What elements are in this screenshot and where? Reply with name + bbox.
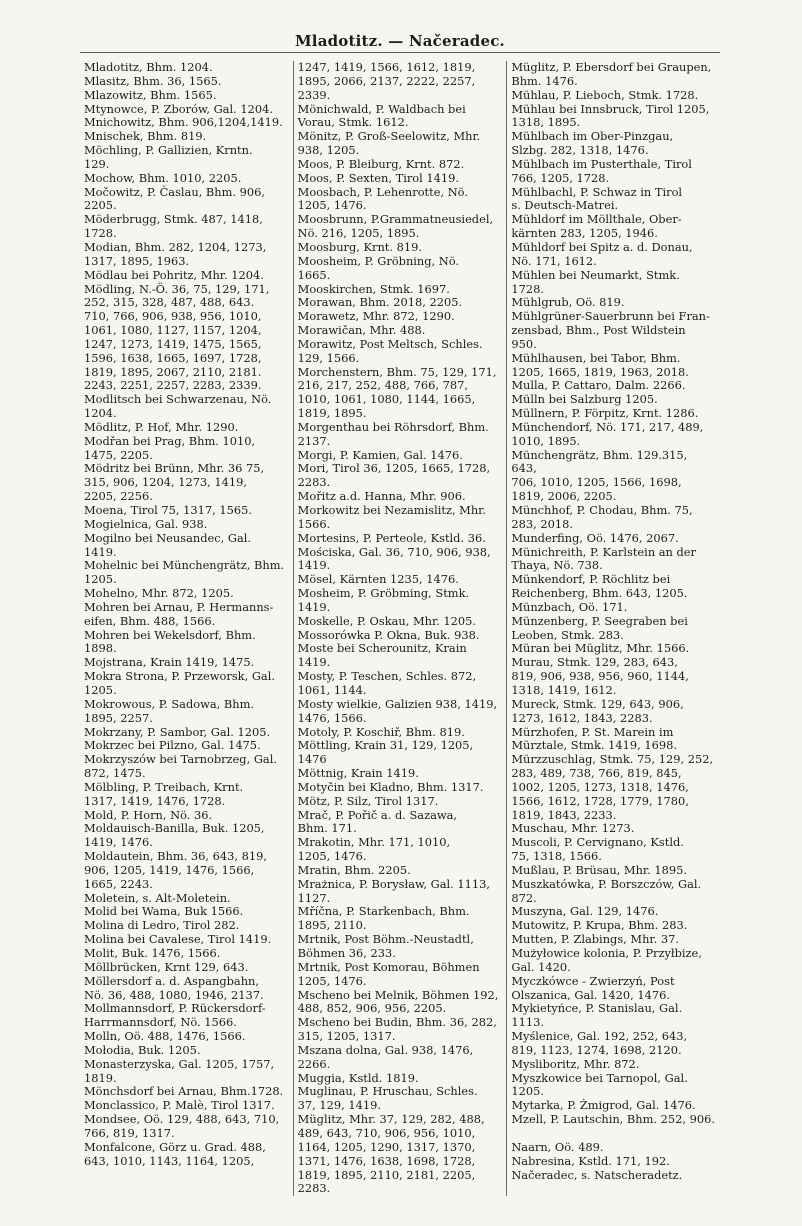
directory-entry: Mühlgrüner-Sauerbrunn bei Fran- zensbad, Bhm., Post Wildstein 950. — [511, 309, 710, 351]
directory-entry: Moos, P. Sexten, Tirol 1419. — [297, 170, 460, 185]
directory-entry: Müglitz, Mhr. 37, 129, 282, 488, 489, 643, 710, 906, 956, 1010, 1164, 1205, 1290, 1317, 1370, 1371, 1476, 1638, 1698, 1728, 1819, 1895, 2110, 2181, 2205, 2283. — [297, 1112, 485, 1196]
directory-entry: Mrtnik, Post Böhm.-Neustadtl, Böhmen 36, 233. — [297, 932, 474, 960]
directory-entry: Mödling, N.-Ö. 36, 75, 129, 171, 252, 315, 328, 487, 488, 643. 710, 766, 906, 938, 956, 1010, 1061, 1080, 1127, 1157, 1204, 1247, 1273, 1419, 1475, 1565, 1596, 1638, 1665, 1697, 1728, 1819, 1895, 2067, 2110, 2181. 2243, 2251, 2257, 2283, 2339. — [84, 281, 270, 393]
directory-entry: Molit, Buk. 1476, 1566. — [84, 946, 221, 960]
directory-entry: Muschau, Mhr. 1273. — [511, 821, 635, 836]
directory-entry: Mülln bei Salzburg 1205. — [511, 392, 658, 407]
directory-entry: Mödlau bei Pohritz, Mhr. 1204. — [84, 267, 264, 282]
directory-entry: Myślenice, Gal. 192, 252, 643, 819, 1123, 1274, 1698, 2120. — [511, 1029, 688, 1057]
directory-entry: Mykietyńce, P. Stanislau, Gal. 1113. — [511, 1001, 683, 1030]
directory-entry: Moletein, s. Alt-Moletein. — [84, 890, 231, 905]
directory-entry: Munderfing, Oö. 1476, 2067. — [511, 530, 679, 545]
directory-entry: Mossorówka P. Okna, Buk. 938. — [297, 627, 480, 642]
directory-entry: Mohren bei Wekelsdorf, Bhm. 1898. — [84, 627, 256, 656]
directory-entry: Möllbrücken, Krnt 129, 643. — [84, 959, 249, 974]
directory-entry: Moos, P. Bleiburg, Krnt. 872. — [297, 156, 465, 171]
directory-entry: Mulla, P. Cattaro, Dalm. 2266. — [511, 378, 686, 393]
directory-entry: Mühldorf im Möllthale, Ober- kärnten 283, 1205, 1946. — [511, 212, 682, 241]
directory-entry: Modian, Bhm. 282, 1204, 1273, 1317, 1895, 1963. — [84, 239, 267, 268]
directory-entry: Molid bei Wama, Buk 1566. — [84, 904, 244, 919]
directory-entry: Mnichowitz, Bhm. 906,1204,1419. — [84, 115, 283, 130]
directory-entry: Morchenstern, Bhm. 75, 129, 171, 216, 217, 252, 488, 766, 787, 1010, 1061, 1080, 1144, 1665, 1819, 1895. — [297, 364, 497, 421]
directory-entry: Mříčna, P. Starkenbach, Bhm. 1895, 2110. — [297, 904, 470, 933]
directory-entry: Morkowitz bei Nezamislitz, Mhr. 1566. — [297, 503, 486, 531]
directory-entry: Möttnig, Krain 1419. — [297, 766, 419, 781]
directory-entry: Močowitz, P. Časlau, Bhm. 906, 2205. — [84, 184, 266, 213]
directory-entry: Nabresina, Kstld. 171, 192. — [511, 1153, 670, 1168]
directory-entry: Mosty wielkie, Galizien 938, 1419, 1476, 1566. — [297, 696, 498, 725]
directory-entry: Mori, Tirol 36, 1205, 1665, 1728, 2283. — [297, 461, 491, 490]
directory-entry: Muszyna, Gal. 129, 1476. — [511, 904, 659, 919]
directory-entry: Mrażnica, P. Borysław, Gal. 1113, 1127. — [297, 876, 491, 905]
directory-entry: Mzell, P. Lautschin, Bhm. 252, 906. — [511, 1112, 716, 1127]
directory-entry: Mönitz, P. Groß-Seelowitz, Mhr. 938, 1205. — [297, 129, 481, 158]
directory-entry: Myszkowice bei Tarnopol, Gal. 1205. — [511, 1070, 688, 1099]
directory-entry: Myczkówce - Zwierzyń, Post Olszanica, Gal. 1420, 1476. — [511, 973, 675, 1002]
directory-entry: Monfalcone, Görz u. Grad. 488, 643, 1010, 1143, 1164, 1205, — [84, 1139, 266, 1168]
directory-entry: Mohelno, Mhr. 872, 1205. — [84, 586, 234, 601]
directory-entry: Muggia, Kstld. 1819. — [297, 1070, 419, 1085]
directory-entry: Morgi, P. Kamien, Gal. 1476. — [297, 447, 463, 462]
directory-entry: Mořitz a.d. Hanna, Mhr. 906. — [297, 489, 466, 504]
directory-entry: Mutten, P. Zlabings, Mhr. 37. — [511, 932, 679, 947]
directory-entry: Moosburg, Krnt. 819. — [297, 239, 422, 254]
directory-entry: Moosbach, P. Lehenrotte, Nö. 1205, 1476. — [297, 184, 468, 213]
directory-entry: Möttling, Krain 31, 129, 1205, 1476 — [297, 738, 474, 767]
directory-entry: Mooskirchen, Stmk. 1697. — [297, 281, 450, 296]
directory-entry: Mrakotin, Mhr. 171, 1010, 1205, 1476. — [297, 835, 451, 864]
directory-entry: Mühlau bei Innsbruck, Tirol 1205, 1318, 1895. — [511, 101, 710, 130]
directory-entry: Motyčin bei Kladno, Bhm. 1317. — [297, 779, 484, 794]
column-left — [80, 61, 293, 1196]
directory-entry: Mönichwald, P. Waldbach bei Vorau, Stmk. 1612. — [297, 101, 466, 130]
directory-entry: Mladotitz, Bhm. 1204. — [84, 60, 213, 74]
directory-entry: Muscoli, P. Cervignano, Kstld. 75, 1318, 1566. — [511, 835, 684, 864]
directory-entry: Mürzhofen, P. St. Marein im Mürztale, Stmk. 1419, 1698. — [511, 724, 677, 753]
directory-entry: Murau, Stmk. 129, 283, 643, 819, 906, 938, 956, 960, 1144, 1318, 1419, 1612. — [511, 655, 689, 697]
column-middle — [293, 61, 507, 1196]
directory-entry: Monclassico, P. Malè, Tirol 1317. — [84, 1098, 275, 1113]
directory-entry: Moosheim, P. Gröbning, Nö. 1665. — [297, 253, 460, 282]
directory-entry: Mosty, P. Teschen, Schles. 872, 1061, 1144. — [297, 669, 477, 697]
directory-entry: Münichreith, P. Karlstein an der Thaya, Nö. 738. — [511, 544, 696, 573]
directory-entry: Morawetz, Mhr. 872, 1290. — [297, 309, 455, 324]
directory-entry: Modlitsch bei Schwarzenau, Nö. 1204. — [84, 392, 272, 421]
directory-entry: Möllersdorf a. d. Aspangbahn, Nö. 36, 488, 1080, 1946, 2137. — [84, 973, 264, 1002]
directory-entry: Moosbrunn, P.Grammatneusiedel, Nö. 216, 1205, 1895. — [297, 212, 494, 241]
directory-entry: Mscheno bei Budin, Bhm. 36, 282, 315, 1205, 1317. — [297, 1015, 497, 1044]
directory-entry: Mühlbachl, P. Schwaz in Tirol s. Deutsch-Matrei. — [511, 184, 683, 213]
directory-entry: Mogilno bei Neusandec, Gal. 1419. — [84, 530, 252, 559]
directory-entry: Mühlbach im Pusterthale, Tirol 766, 1205, 1728. — [511, 156, 692, 185]
directory-entry — [511, 1127, 716, 1141]
directory-entry: Münzbach, Oö. 171. — [511, 599, 628, 614]
directory-entry: Morawitz, Post Meltsch, Schles. 129, 1566. — [297, 336, 483, 365]
directory-entry: Mojstrana, Krain 1419, 1475. — [84, 655, 255, 670]
directory-entry: Mühlen bei Neumarkt, Stmk. 1728. — [511, 267, 680, 296]
directory-entry: Mogielnica, Gal. 938. — [84, 516, 208, 531]
directory-entry: Moena, Tirol 75, 1317, 1565. — [84, 503, 253, 517]
directory-entry: Mühlgrub, Oö. 819. — [511, 295, 625, 310]
directory-entry: Mszana dolna, Gal. 938, 1476, 2266. — [297, 1042, 474, 1071]
directory-entry: Mochow, Bhm. 1010, 2205. — [84, 170, 242, 185]
directory-entry: Mühlbach im Ober-Pinzgau, Slzbg. 282, 1318, 1476. — [511, 129, 674, 158]
directory-entry: Mużyłowice kolonia, P. Przyłbize, Gal. 1420. — [511, 946, 702, 974]
directory-entry: Mratin, Bhm. 2205. — [297, 862, 411, 877]
directory-entry: Mönchsdorf bei Arnau, Bhm.1728. — [84, 1084, 284, 1099]
directory-entry: Mokra Strona, P. Przeworsk, Gal. 1205. — [84, 669, 275, 697]
directory-entry: Möchling, P. Gallizien, Krntn. 129. — [84, 143, 253, 171]
directory-entry: Mondsee, Oö. 129, 488, 643, 710, 766, 819, 1317. — [84, 1112, 280, 1140]
directory-entry: Mlazowitz, Bhm. 1565. — [84, 87, 217, 102]
directory-entry: Muglinau, P. Hruschau, Schles. 37, 129, 1419. — [297, 1084, 478, 1113]
directory-entry: Mösel, Kärnten 1235, 1476. — [297, 572, 459, 587]
directory-entry: Mollmannsdorf, P. Rückersdorf- Harrmannsdorf, Nö. 1566. — [84, 1001, 266, 1030]
directory-entry: Mościska, Gal. 36, 710, 906, 938, 1419. — [297, 544, 491, 573]
directory-entry: Morgenthau bei Röhrsdorf, Bhm. 2137. — [297, 419, 489, 448]
directory-entry: Načeradec, s. Natscheradetz. — [511, 1167, 683, 1182]
directory-entry: Morawan, Bhm. 2018, 2205. — [297, 295, 463, 310]
directory-entry: Modřan bei Prag, Bhm. 1010, 1475, 2205. — [84, 433, 256, 462]
directory-entry: Mrtnik, Post Komorau, Böhmen 1205, 1476. — [297, 959, 480, 988]
directory-entry: Motoly, P. Koschiř, Bhm. 819. — [297, 724, 465, 739]
directory-entry: Mühlau, P. Lieboch, Stmk. 1728. — [511, 87, 699, 102]
directory-entry: Morawičan, Mhr. 488. — [297, 323, 426, 338]
directory-entry: Mołodia, Buk. 1205. — [84, 1042, 201, 1057]
directory-entry: Molln, Oö. 488, 1476, 1566. — [84, 1029, 246, 1044]
directory-entry: Mold, P. Horn, Nö. 36. — [84, 807, 213, 822]
column-right — [506, 61, 720, 1196]
directory-entry: Mokrowous, P. Sadowa, Bhm. 1895, 2257. — [84, 696, 255, 725]
page-header: Mladotitz. — Načeradec. — [80, 30, 720, 53]
directory-entry: Mscheno bei Melnik, Böhmen 192, 488, 852, 906, 956, 2205. — [297, 987, 499, 1016]
directory-entry: Müran bei Müglitz, Mhr. 1566. — [511, 641, 690, 656]
directory-entry: Moskelle, P. Oskau, Mhr. 1205. — [297, 613, 477, 628]
directory-entry: Muszkatówka, P. Borszczów, Gal. 872. — [511, 876, 702, 905]
directory-entry: Münchhof, P. Chodau, Bhm. 75, 283, 2018. — [511, 503, 693, 531]
directory-entry: Mödritz bei Brünn, Mhr. 36 75, 315, 906, 1204, 1273, 1419, 2205, 2256. — [84, 461, 265, 504]
directory-entry: Moldautein, Bhm. 36, 643, 819, 906, 1205, 1419, 1476, 1566, 1665, 2243. — [84, 849, 267, 891]
directory-entry: Möderbrugg, Stmk. 487, 1418, 1728. — [84, 212, 263, 241]
directory-entry: Mölbling, P. Treibach, Krnt. 1317, 1419, 1476, 1728. — [84, 779, 244, 808]
directory-entry: Mnischek, Bhm. 819. — [84, 129, 207, 144]
directory-entry: Müllnern, P. Förpitz, Krnt. 1286. — [511, 406, 699, 421]
directory-entry: Monasterzyska, Gal. 1205, 1757, 1819. — [84, 1056, 275, 1085]
directory-entry: Mrač, P. Pořič a. d. Sazawa, Bhm. 171. — [297, 807, 458, 836]
directory-entry: Mühlhausen, bei Tabor, Bhm. 1205, 1665, 1819, 1963, 2018. — [511, 350, 689, 379]
directory-entry: Mytarka, P. Żmigrod, Gal. 1476. — [511, 1098, 696, 1113]
directory-entry: Münchengrätz, Bhm. 129.315, 643, 706, 1010, 1205, 1566, 1698, 1819, 2006, 2205. — [511, 447, 688, 504]
directory-entry: Mötz, P. Silz, Tirol 1317. — [297, 793, 439, 808]
directory-entry: Mureck, Stmk. 129, 643, 906, 1273, 1612, 1843, 2283. — [511, 696, 684, 725]
directory-entry: Mürzzuschlag, Stmk. 75, 129, 252, 283, 489, 738, 766, 819, 845, 1002, 1205, 1273, 1318, 1476, 1566, 1612, 1728, 1779, 1780, 1819, 1843, 2233. — [511, 752, 714, 822]
directory-entry: Moldauisch-Banilla, Buk. 1205, 1419, 1476. — [84, 821, 265, 850]
directory-entry: Mutowitz, P. Krupa, Bhm. 283. — [511, 918, 688, 933]
directory-entry: Münkendorf, P. Röchlitz bei Reichenberg, Bhm. 643, 1205. — [511, 572, 688, 601]
directory-entry: Mokrzany, P. Sambor, Gal. 1205. — [84, 724, 271, 739]
directory-entry: Münzenberg, P. Seegraben bei Leoben, Stmk. 283. — [511, 613, 688, 642]
directory-entry: Molina di Ledro, Tirol 282. — [84, 918, 240, 933]
directory-entry: Mosheim, P. Gröbming, Stmk. 1419. — [297, 586, 470, 614]
directory-entry: Mokrzyszów bei Tarnobrzeg, Gal. 872, 1475. — [84, 752, 277, 781]
directory-entry: Molina bei Cavalese, Tirol 1419. — [84, 932, 272, 947]
directory-entry: Mokrzec bei Pilzno, Gal. 1475. — [84, 738, 261, 753]
directory-entry: 1247, 1419, 1566, 1612, 1819, 1895, 2066, 2137, 2222, 2257, 2339. — [297, 60, 476, 102]
directory-entry: Mysliboritz, Mhr. 872. — [511, 1056, 640, 1071]
directory-entry: Mühldorf bei Spitz a. d. Donau, Nö. 171, 1612. — [511, 239, 693, 268]
directory-entry: Mußlau, P. Brüsau, Mhr. 1895. — [511, 862, 687, 877]
directory-page — [80, 30, 720, 1200]
directory-entry: Mohelnic bei Münchengrätz, Bhm. 1205. — [84, 558, 285, 587]
directory-entry: Mtynowce, P. Zborów, Gal. 1204. — [84, 101, 273, 116]
directory-entry: Mödlitz, P. Hof, Mhr. 1290. — [84, 419, 239, 434]
directory-entry: Mlasitz, Bhm. 36, 1565. — [84, 73, 222, 88]
directory-entry: Moste bei Scherounitz, Krain 1419. — [297, 641, 467, 670]
directory-entry: Naarn, Oö. 489. — [511, 1139, 604, 1154]
directory-entry: Müglitz, P. Ebersdorf bei Graupen, Bhm. 1476. — [511, 60, 712, 88]
directory-entry: Mortesins, P. Perteole, Kstld. 36. — [297, 530, 486, 545]
directory-entry: Mohren bei Arnau, P. Hermanns- eifen, Bhm. 488, 1566. — [84, 599, 274, 628]
columns-container — [80, 61, 720, 1196]
directory-entry: Münchendorf, Nö. 171, 217, 489, 1010, 1895. — [511, 419, 704, 448]
